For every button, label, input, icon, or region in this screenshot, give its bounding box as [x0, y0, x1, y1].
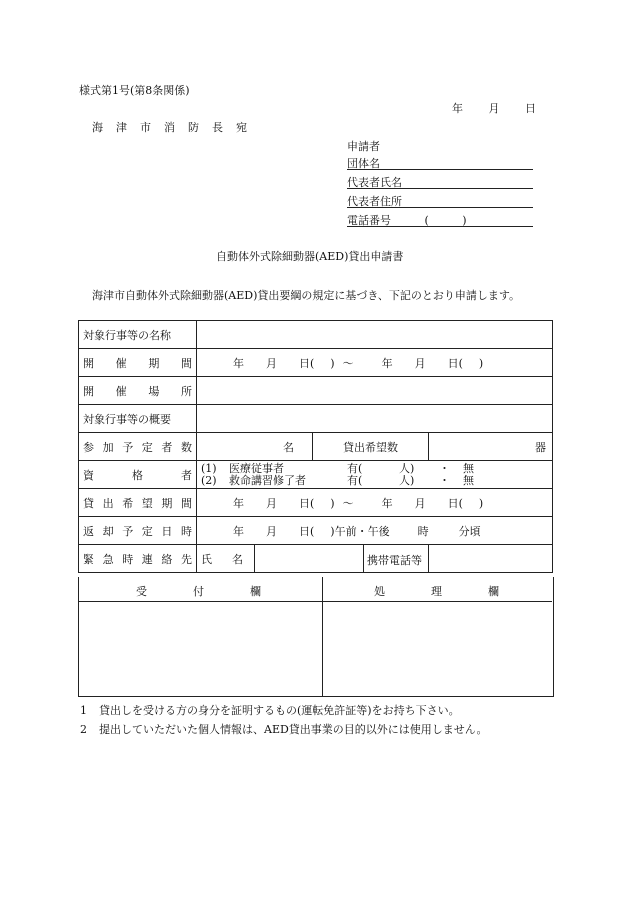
qual-line-2 — [201, 475, 548, 487]
row-return-time — [79, 517, 553, 545]
loan-year: 年 — [233, 496, 244, 510]
qual-yes: 有( — [347, 461, 363, 475]
label-char: 欄 — [488, 585, 499, 598]
label-return-time — [79, 517, 197, 545]
row-attendees — [79, 433, 553, 461]
qual-yes: 有( — [347, 473, 363, 487]
label-char: 理 — [431, 585, 442, 598]
loan-month: 月 — [266, 496, 277, 510]
label-overview: 対象行事等の概要 — [79, 405, 197, 433]
label-venue — [79, 377, 197, 405]
label-qualification — [79, 461, 197, 489]
qual-no: 無 — [463, 461, 474, 475]
row-contact — [79, 545, 553, 573]
loan-close: ) — [330, 496, 335, 510]
addressee-char: 海 — [92, 121, 103, 134]
attendees-unit: 名 — [283, 440, 294, 454]
loan-count-unit: 器 — [535, 440, 546, 454]
label-char: 付 — [193, 585, 204, 598]
qual-unit: 人) — [399, 473, 415, 487]
return-month: 月 — [266, 524, 277, 538]
label-char: 急 — [102, 552, 114, 566]
loan-close2: ) — [478, 496, 484, 510]
qual-unit: 人) — [399, 461, 415, 475]
label-char: 定 — [141, 524, 153, 538]
label-char: 格 — [132, 468, 143, 482]
processing-header — [374, 583, 499, 599]
note-2 — [80, 721, 487, 737]
reception-header — [136, 583, 261, 599]
date-year: 年 — [452, 102, 463, 115]
label-char: 出 — [102, 496, 114, 510]
label-event-name: 対象行事等の名称 — [79, 321, 197, 349]
return-minute: 分頃 — [458, 524, 481, 538]
addressee-char: 消 — [164, 121, 175, 134]
label-char: 参 — [83, 440, 94, 454]
label-char: 期 — [148, 356, 160, 370]
period-close2: ) — [478, 356, 484, 370]
date-line — [452, 100, 536, 116]
label-char: 催 — [115, 384, 127, 398]
row-period — [79, 349, 553, 377]
label-char: 間 — [180, 356, 192, 370]
addressee-char: 津 — [116, 121, 127, 134]
label-char: 返 — [83, 524, 94, 538]
label-char: 欄 — [250, 585, 261, 598]
label-char: 名 — [232, 552, 243, 566]
qual-line-1 — [201, 463, 548, 475]
input-attendees[interactable] — [197, 433, 313, 461]
label-attendees — [79, 433, 197, 461]
label-char: 加 — [102, 440, 114, 454]
period-month2: 月 — [414, 356, 426, 370]
row-overview — [79, 405, 553, 433]
phone-field[interactable] — [347, 212, 533, 227]
org-name-field[interactable] — [347, 155, 533, 170]
qual-label: 救命講習修了者 — [229, 473, 306, 487]
note-text: 提出していただいた個人情報は、AED貸出事業の目的以外には使用しません。 — [99, 723, 488, 736]
label-char: 時 — [180, 524, 192, 538]
input-loan-period[interactable] — [197, 489, 553, 517]
label-char: 数 — [180, 440, 192, 454]
label-char: 者 — [181, 468, 192, 482]
period-tilde: ～ — [342, 356, 354, 370]
loan-day: 日( — [299, 496, 315, 510]
qual-dot: ・ — [439, 461, 450, 475]
label-char: 緊 — [83, 552, 94, 566]
label-char: 却 — [102, 524, 114, 538]
label-mobile: 携帯電話等 — [367, 554, 422, 567]
period-year2: 年 — [381, 356, 393, 370]
qual-num: (1) — [201, 461, 217, 475]
note-num: 1 — [80, 704, 87, 717]
return-ampm: )午前・午後 — [330, 524, 390, 538]
label-char: 定 — [141, 440, 153, 454]
addressee — [92, 119, 247, 135]
label-char: 期 — [161, 496, 173, 510]
return-day: 日( — [299, 524, 315, 538]
label-char: 絡 — [161, 552, 173, 566]
input-qualification[interactable] — [197, 461, 553, 489]
addressee-char: 市 — [140, 121, 151, 134]
phone-paren-open: ( — [424, 214, 429, 227]
row-loan-period — [79, 489, 553, 517]
label-char: 先 — [180, 552, 192, 566]
label-char: 希 — [122, 496, 134, 510]
row-venue — [79, 377, 553, 405]
loan-day2: 日( — [447, 496, 463, 510]
label-char: 望 — [141, 496, 153, 510]
form-number: 様式第1号(第8条関係) — [79, 84, 190, 97]
applicant-title: 申請者 — [347, 140, 380, 153]
qual-num: (2) — [201, 473, 217, 487]
rep-address-field[interactable] — [347, 193, 533, 208]
label-char: 催 — [115, 356, 127, 370]
reception-area[interactable] — [79, 602, 321, 695]
qual-label: 医療従事者 — [229, 461, 284, 475]
label-char: 氏 — [201, 552, 212, 566]
input-overview[interactable] — [197, 405, 553, 433]
label-char: 処 — [374, 585, 385, 598]
rep-name-label: 代表者氏名 — [347, 176, 402, 189]
label-char: 貸 — [83, 496, 94, 510]
label-loan-count: 貸出希望数 — [313, 433, 429, 461]
input-return-time[interactable] — [197, 517, 553, 545]
addressee-char: 防 — [188, 121, 199, 134]
phone-label: 電話番号 — [347, 214, 391, 227]
note-num: 2 — [80, 723, 87, 736]
label-char: 開 — [83, 356, 94, 370]
row-qualification — [79, 461, 553, 489]
input-mobile[interactable] — [429, 545, 553, 573]
label-char: 予 — [122, 440, 134, 454]
addressee-char: 長 — [212, 121, 223, 134]
label-char: 者 — [161, 440, 173, 454]
label-char: 場 — [148, 384, 160, 398]
date-day: 日 — [525, 102, 536, 115]
label-period — [79, 349, 197, 377]
label-char: 資 — [83, 468, 94, 482]
period-year: 年 — [233, 356, 244, 370]
addressee-char: 宛 — [236, 121, 247, 134]
label-char: 所 — [180, 384, 192, 398]
qual-no: 無 — [463, 473, 474, 487]
label-char: 開 — [83, 384, 94, 398]
loan-year2: 年 — [381, 496, 393, 510]
rep-address-label: 代表者住所 — [347, 195, 402, 208]
label-char: 時 — [122, 552, 134, 566]
label-char: 日 — [161, 524, 173, 538]
row-event-name — [79, 321, 553, 349]
input-contact-name[interactable] — [255, 545, 429, 573]
return-hour: 時 — [417, 524, 429, 538]
phone-paren-close: ) — [462, 214, 467, 227]
loan-month2: 月 — [414, 496, 426, 510]
period-day2: 日( — [447, 356, 463, 370]
label-char: 間 — [180, 496, 192, 510]
loan-tilde: ～ — [342, 496, 354, 510]
label-char: 予 — [122, 524, 134, 538]
period-month: 月 — [266, 356, 277, 370]
label-contact-name — [197, 545, 255, 573]
intro-text: 海津市自動体外式除細動器(AED)貸出要綱の規定に基づき、下記のとおり申請します。 — [92, 289, 521, 302]
label-contact — [79, 545, 197, 573]
application-table — [78, 320, 553, 573]
date-month: 月 — [488, 102, 500, 115]
label-loan-period — [79, 489, 197, 517]
label-char: 連 — [141, 552, 153, 566]
document-title: 自動体外式除細動器(AED)貸出申請書 — [216, 250, 404, 263]
label-char: 受 — [136, 585, 147, 598]
input-loan-count[interactable] — [429, 433, 553, 461]
note-1 — [80, 702, 460, 718]
period-day: 日( — [299, 356, 315, 370]
qual-dot: ・ — [439, 473, 450, 487]
rep-name-field[interactable] — [347, 174, 533, 189]
input-period[interactable] — [197, 349, 553, 377]
return-year: 年 — [233, 524, 244, 538]
processing-area[interactable] — [323, 602, 551, 695]
org-name-label: 団体名 — [347, 157, 380, 170]
period-close: ) — [330, 356, 335, 370]
input-venue[interactable] — [197, 377, 553, 405]
note-text: 貸出しを受ける方の身分を証明するもの(運転免許証等)をお持ち下さい。 — [99, 704, 460, 717]
input-event-name[interactable] — [197, 321, 553, 349]
